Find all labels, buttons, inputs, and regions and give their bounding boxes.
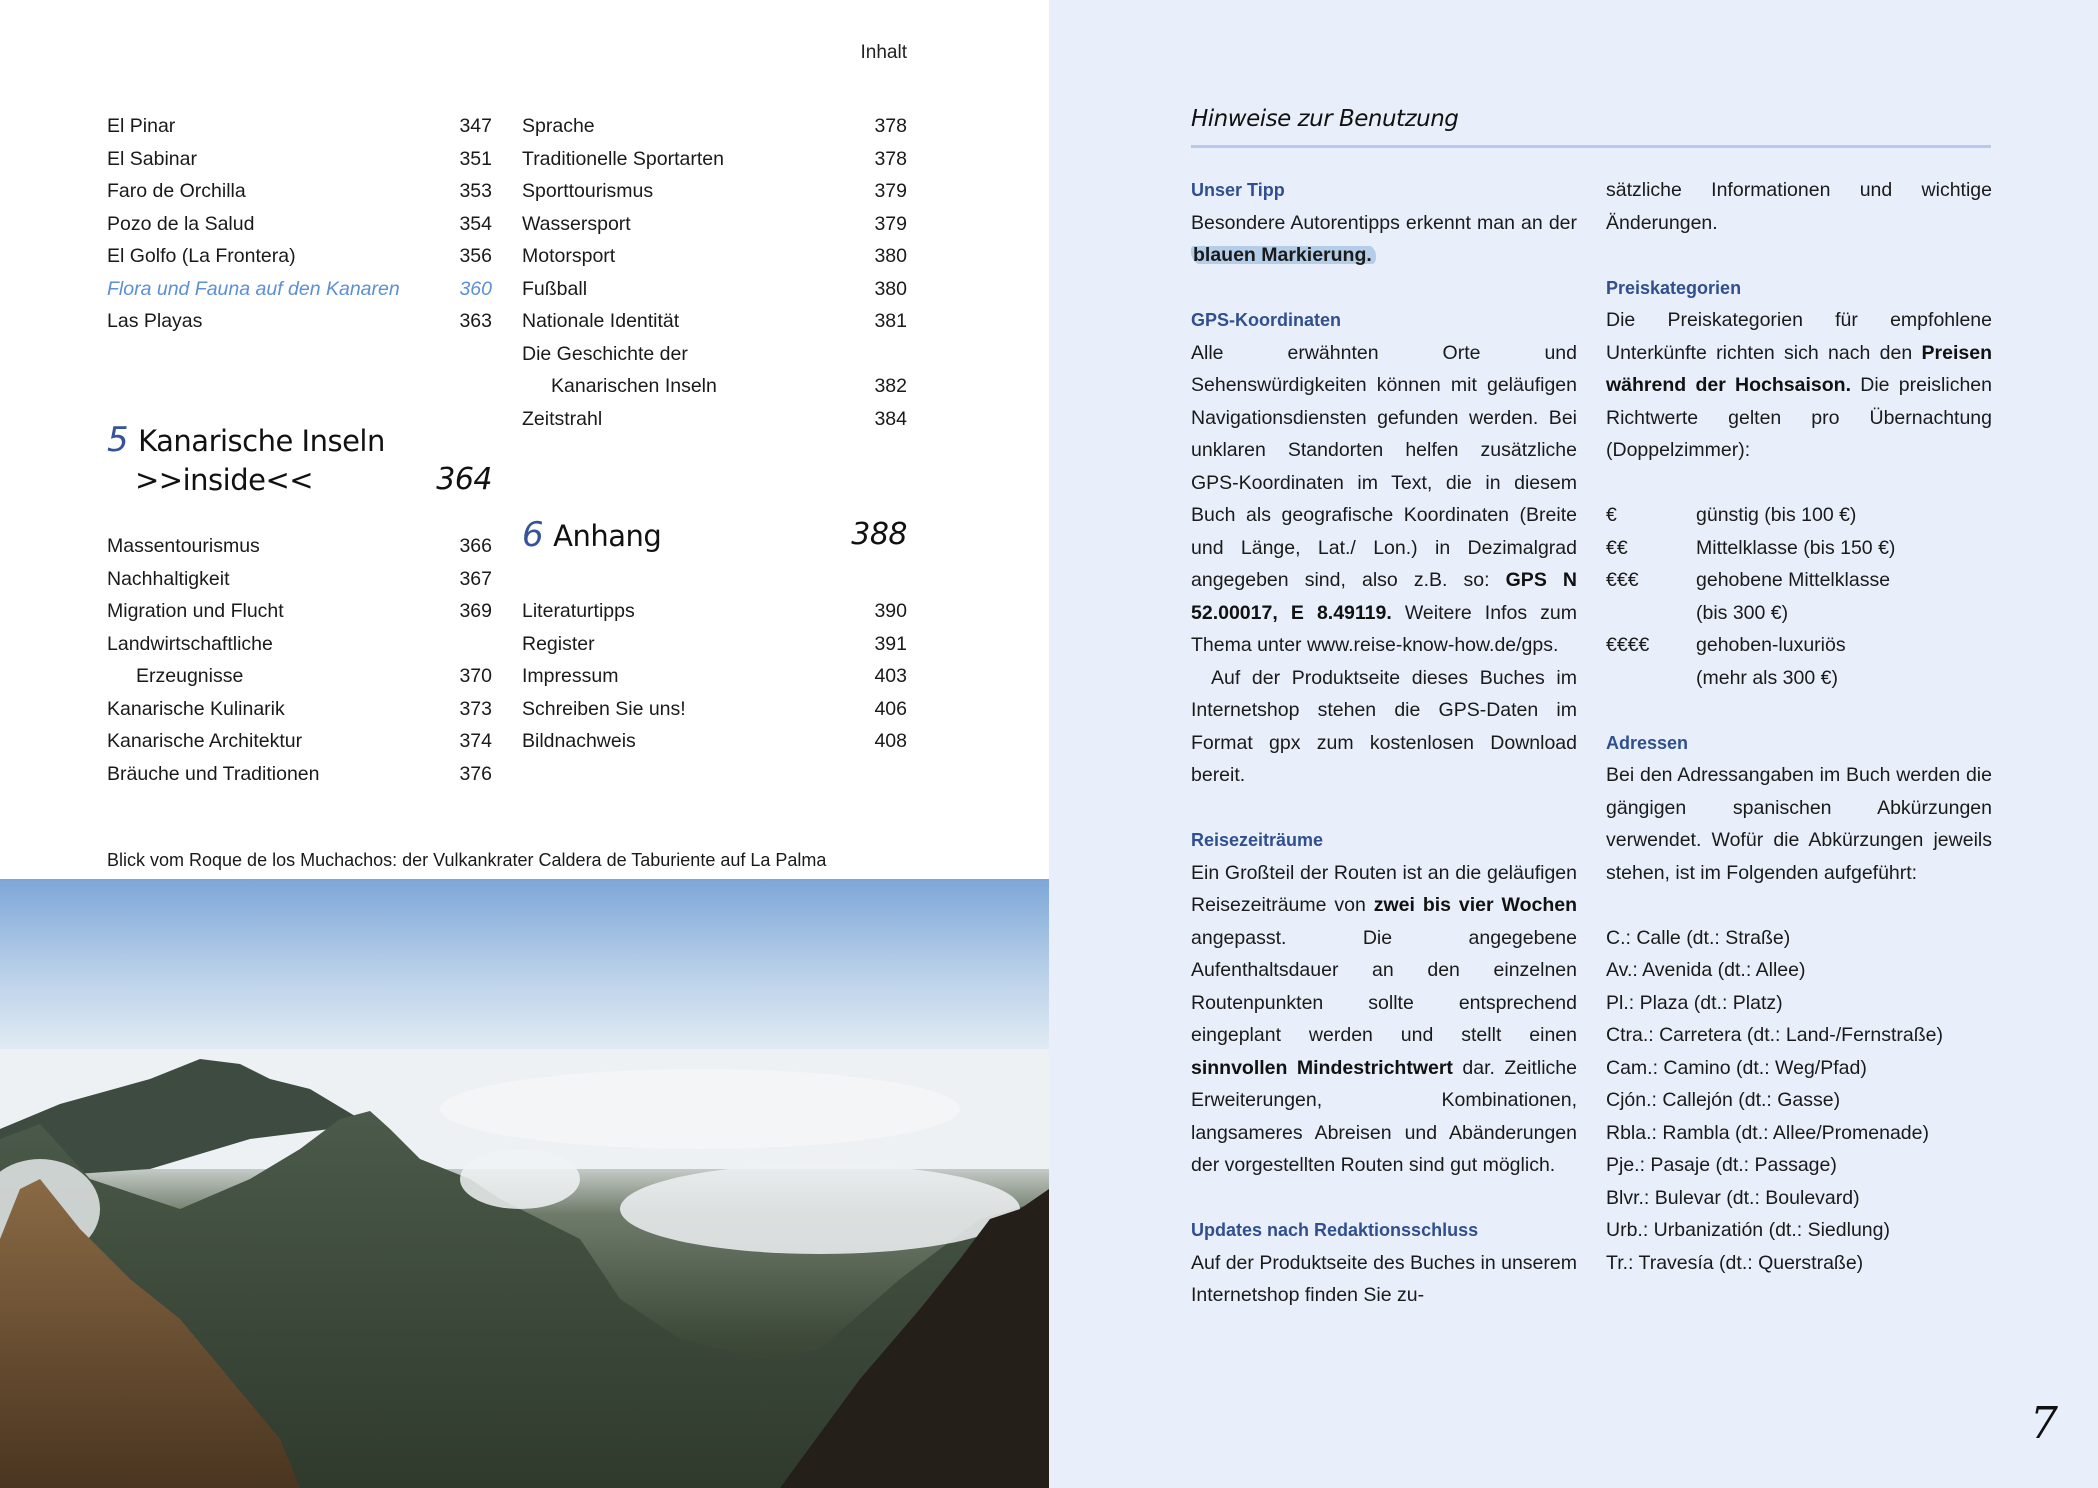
gps-link[interactable]: Weitere Infos zum Thema unter www.reise-know-how.de/gps. — [1191, 601, 1578, 656]
price-category-row: €€ Mittelklasse (bis 150 €) — [1606, 532, 1992, 565]
price-category-row: €€€ gehobene Mittelklasse — [1606, 564, 1992, 597]
toc-entry[interactable]: Bräuche und Traditionen 376 — [107, 762, 492, 785]
adressen-text: Bei den Adressangaben im Buch werden die gängigen spanischen Abkürzungen verwendet. Wofür die Abkürzungen jeweils stehen, ist im Folgenden aufgeführt: — [1606, 764, 1992, 884]
toc-entry[interactable]: El Sabinar 351 — [107, 147, 492, 170]
section-title: Kanarische Inseln — [138, 424, 385, 458]
section-heading-6[interactable] — [522, 515, 907, 555]
toc-entry[interactable]: Pozo de la Salud 354 — [107, 212, 492, 235]
section-heading-adressen: Adressen — [1606, 732, 1689, 753]
toc-entry[interactable]: Fußball 380 — [522, 277, 907, 300]
toc-entry[interactable]: Zeitstrahl 384 — [522, 407, 907, 430]
toc-entry[interactable]: Literaturtipps 390 — [522, 600, 907, 622]
mountain-landscape-icon — [0, 879, 1049, 1488]
abbreviation-item: Cjón.: Callejón (dt.: Gasse) — [1606, 1089, 1841, 1111]
toc-entry[interactable]: Traditionelle Sportarten 378 — [522, 147, 907, 170]
section-heading-preiskategorien: Preiskategorien — [1606, 277, 1742, 298]
section-page: 388 — [851, 517, 907, 552]
updates-text-continued: sätzliche Informationen und wichtige Änderungen. — [1606, 179, 1992, 234]
toc-entry[interactable]: Motorsport 380 — [522, 245, 907, 267]
unser-tipp-text: Besondere Autorentipps erkennt man an der blauen Markierung. — [1191, 211, 1577, 266]
abbreviation-item: Ctra.: Carretera (dt.: Land-/Fernstraße) — [1606, 1024, 1944, 1046]
toc-entry[interactable]: Bildnachweis 408 — [522, 730, 907, 752]
toc-entry[interactable]: Nationale Identität 381 — [522, 310, 907, 332]
toc-column-2-bottom — [522, 595, 907, 758]
toc-column-1-bottom — [107, 530, 492, 790]
section-number: 6 — [522, 515, 544, 555]
toc-column-1-top — [107, 110, 492, 338]
euro-icon: €€€€ — [1606, 634, 1650, 656]
reisezeit-text: Ein Großteil der Routen ist an die geläufigen Reisezeiträume von zwei bis vier Wochen angepasst. Die angegebene Aufenthaltsdauer an den einzelnen Routenpunkten sollte entsprechend eingeplant werden und stellt einen sinnvollen Mindestrichtwert dar. Zeitliche Erweiterungen, Kombinationen, langsameres Abreisen und Abänderungen der vorgestellten Routen sind gut möglich. — [1191, 861, 1578, 1176]
toc-entry[interactable]: Register 391 — [522, 632, 907, 655]
page-number: 7 — [2030, 1398, 2058, 1449]
toc-entry[interactable]: Sprache 378 — [522, 115, 907, 137]
gps-download-text: Auf der Produktseite dieses Buches im Internetshop stehen die GPS-Daten im Format gpx zum kostenlosen Download bereit. — [1191, 666, 1577, 786]
photo-caption: Blick vom Roque de los Muchachos: der Vulkankrater Caldera de Taburiente auf La Palma — [107, 850, 827, 870]
toc-column-2-top — [522, 110, 907, 435]
abbreviation-item: Av.: Avenida (dt.: Allee) — [1606, 959, 1806, 981]
abbreviation-item: Rbla.: Rambla (dt.: Allee/Promenade) — [1606, 1121, 1929, 1144]
abbreviation-item: Pje.: Pasaje (dt.: Passage) — [1606, 1154, 1837, 1176]
toc-entry[interactable]: Kanarische Kulinarik 373 — [107, 697, 492, 720]
toc-entry[interactable]: Kanarischen Inseln 382 — [551, 375, 907, 397]
section-page: 364 — [436, 462, 492, 497]
section-heading-gps: GPS-Koordinaten — [1191, 310, 1342, 330]
toc-entry[interactable]: Kanarische Architektur 374 — [107, 730, 492, 752]
abbreviation-item: Pl.: Plaza (dt.: Platz) — [1606, 991, 1783, 1014]
page-title: Hinweise zur Benutzung — [1191, 106, 1459, 132]
running-head: Inhalt — [860, 42, 907, 63]
price-category-row: €€€€ gehoben-luxuriös — [1606, 629, 1992, 662]
toc-entry[interactable]: Faro de Orchilla 353 — [107, 180, 492, 202]
abbreviation-item: Cam.: Camino (dt.: Weg/Pfad) — [1606, 1056, 1867, 1079]
abbreviation-item: C.: Calle (dt.: Straße) — [1606, 926, 1791, 949]
section-number: 5 — [107, 420, 129, 460]
abbreviation-item: Urb.: Urbanizatión (dt.: Siedlung) — [1606, 1219, 1890, 1241]
abbreviation-item: Tr.: Travesía (dt.: Querstraße) — [1606, 1251, 1864, 1274]
price-category-row: (bis 300 €) — [1696, 601, 1789, 624]
price-category-row: (mehr als 300 €) — [1696, 666, 1838, 689]
title-divider — [1191, 145, 1991, 148]
section-subtitle: >>inside<< — [135, 463, 314, 497]
updates-text: Auf der Produktseite des Buches in unserem Internetshop finden Sie zu- — [1191, 1251, 1577, 1306]
toc-entry[interactable]: Landwirtschaftliche — [107, 632, 273, 655]
toc-entry[interactable]: El Pinar 347 — [107, 115, 492, 137]
toc-entry[interactable]: Schreiben Sie uns! 406 — [522, 697, 907, 720]
price-category-row: € günstig (bis 100 €) — [1606, 499, 1992, 532]
euro-icon: €€€ — [1606, 569, 1639, 591]
toc-entry[interactable]: Sporttourismus 379 — [522, 180, 907, 202]
gps-text: Alle erwähnten Orte und Sehenswürdigkeiten können mit geläufigen Navigationsdiensten gefunden werden. Bei unklaren Standorten helfen zusätzliche GPS-Koordinaten im Text, die in diesem Buch als geografische Koordinaten (Breite und Länge, Lat./ Lon.) in Dezimalgrad angegeben sind, also z.B. so: GPS N 52.00017, E 8.49119. Weitere Infos zum Thema unter www.reise-know-how.de/gps. — [1191, 341, 1578, 656]
preis-text: Die Preiskategorien für empfohlene Unterkünfte richten sich nach den Preisen während der Hochsaison. Die preislichen Richtwerte gelten pro Übernachtung (Doppelzimmer): — [1606, 309, 1992, 461]
toc-entry[interactable]: Nachhaltigkeit 367 — [107, 567, 492, 590]
euro-icon: €€ — [1606, 536, 1628, 559]
section-heading-reisezeitraeume: Reisezeiträume — [1191, 830, 1324, 850]
abbreviation-item: Blvr.: Bulevar (dt.: Boulevard) — [1606, 1186, 1860, 1209]
toc-entry[interactable]: Impressum 403 — [522, 665, 907, 687]
section-heading-unser-tipp: Unser Tipp — [1191, 180, 1285, 200]
toc-entry-highlighted[interactable]: Flora und Fauna auf den Kanaren 360 — [107, 277, 492, 300]
section-title: Anhang — [553, 519, 662, 553]
toc-entry[interactable]: El Golfo (La Frontera) 356 — [107, 245, 492, 267]
toc-entry[interactable]: Migration und Flucht 369 — [107, 600, 492, 622]
euro-icon: € — [1606, 504, 1617, 526]
toc-entry[interactable]: Massentourismus 366 — [107, 535, 492, 557]
instructions-column-1 — [1191, 174, 1577, 1312]
toc-entry[interactable]: Wassersport 379 — [522, 212, 907, 235]
landscape-photo — [0, 879, 1049, 1488]
toc-entry[interactable]: Die Geschichte der — [522, 342, 688, 365]
toc-entry[interactable]: Erzeugnisse 370 — [136, 665, 492, 687]
blue-marker-highlight: blauen Markierung. — [1191, 244, 1376, 266]
section-heading-5[interactable] — [107, 420, 492, 500]
section-heading-updates: Updates nach Redaktionsschluss — [1191, 1220, 1479, 1240]
instructions-column-2 — [1606, 174, 1992, 1279]
toc-entry[interactable]: Las Playas 363 — [107, 310, 492, 332]
